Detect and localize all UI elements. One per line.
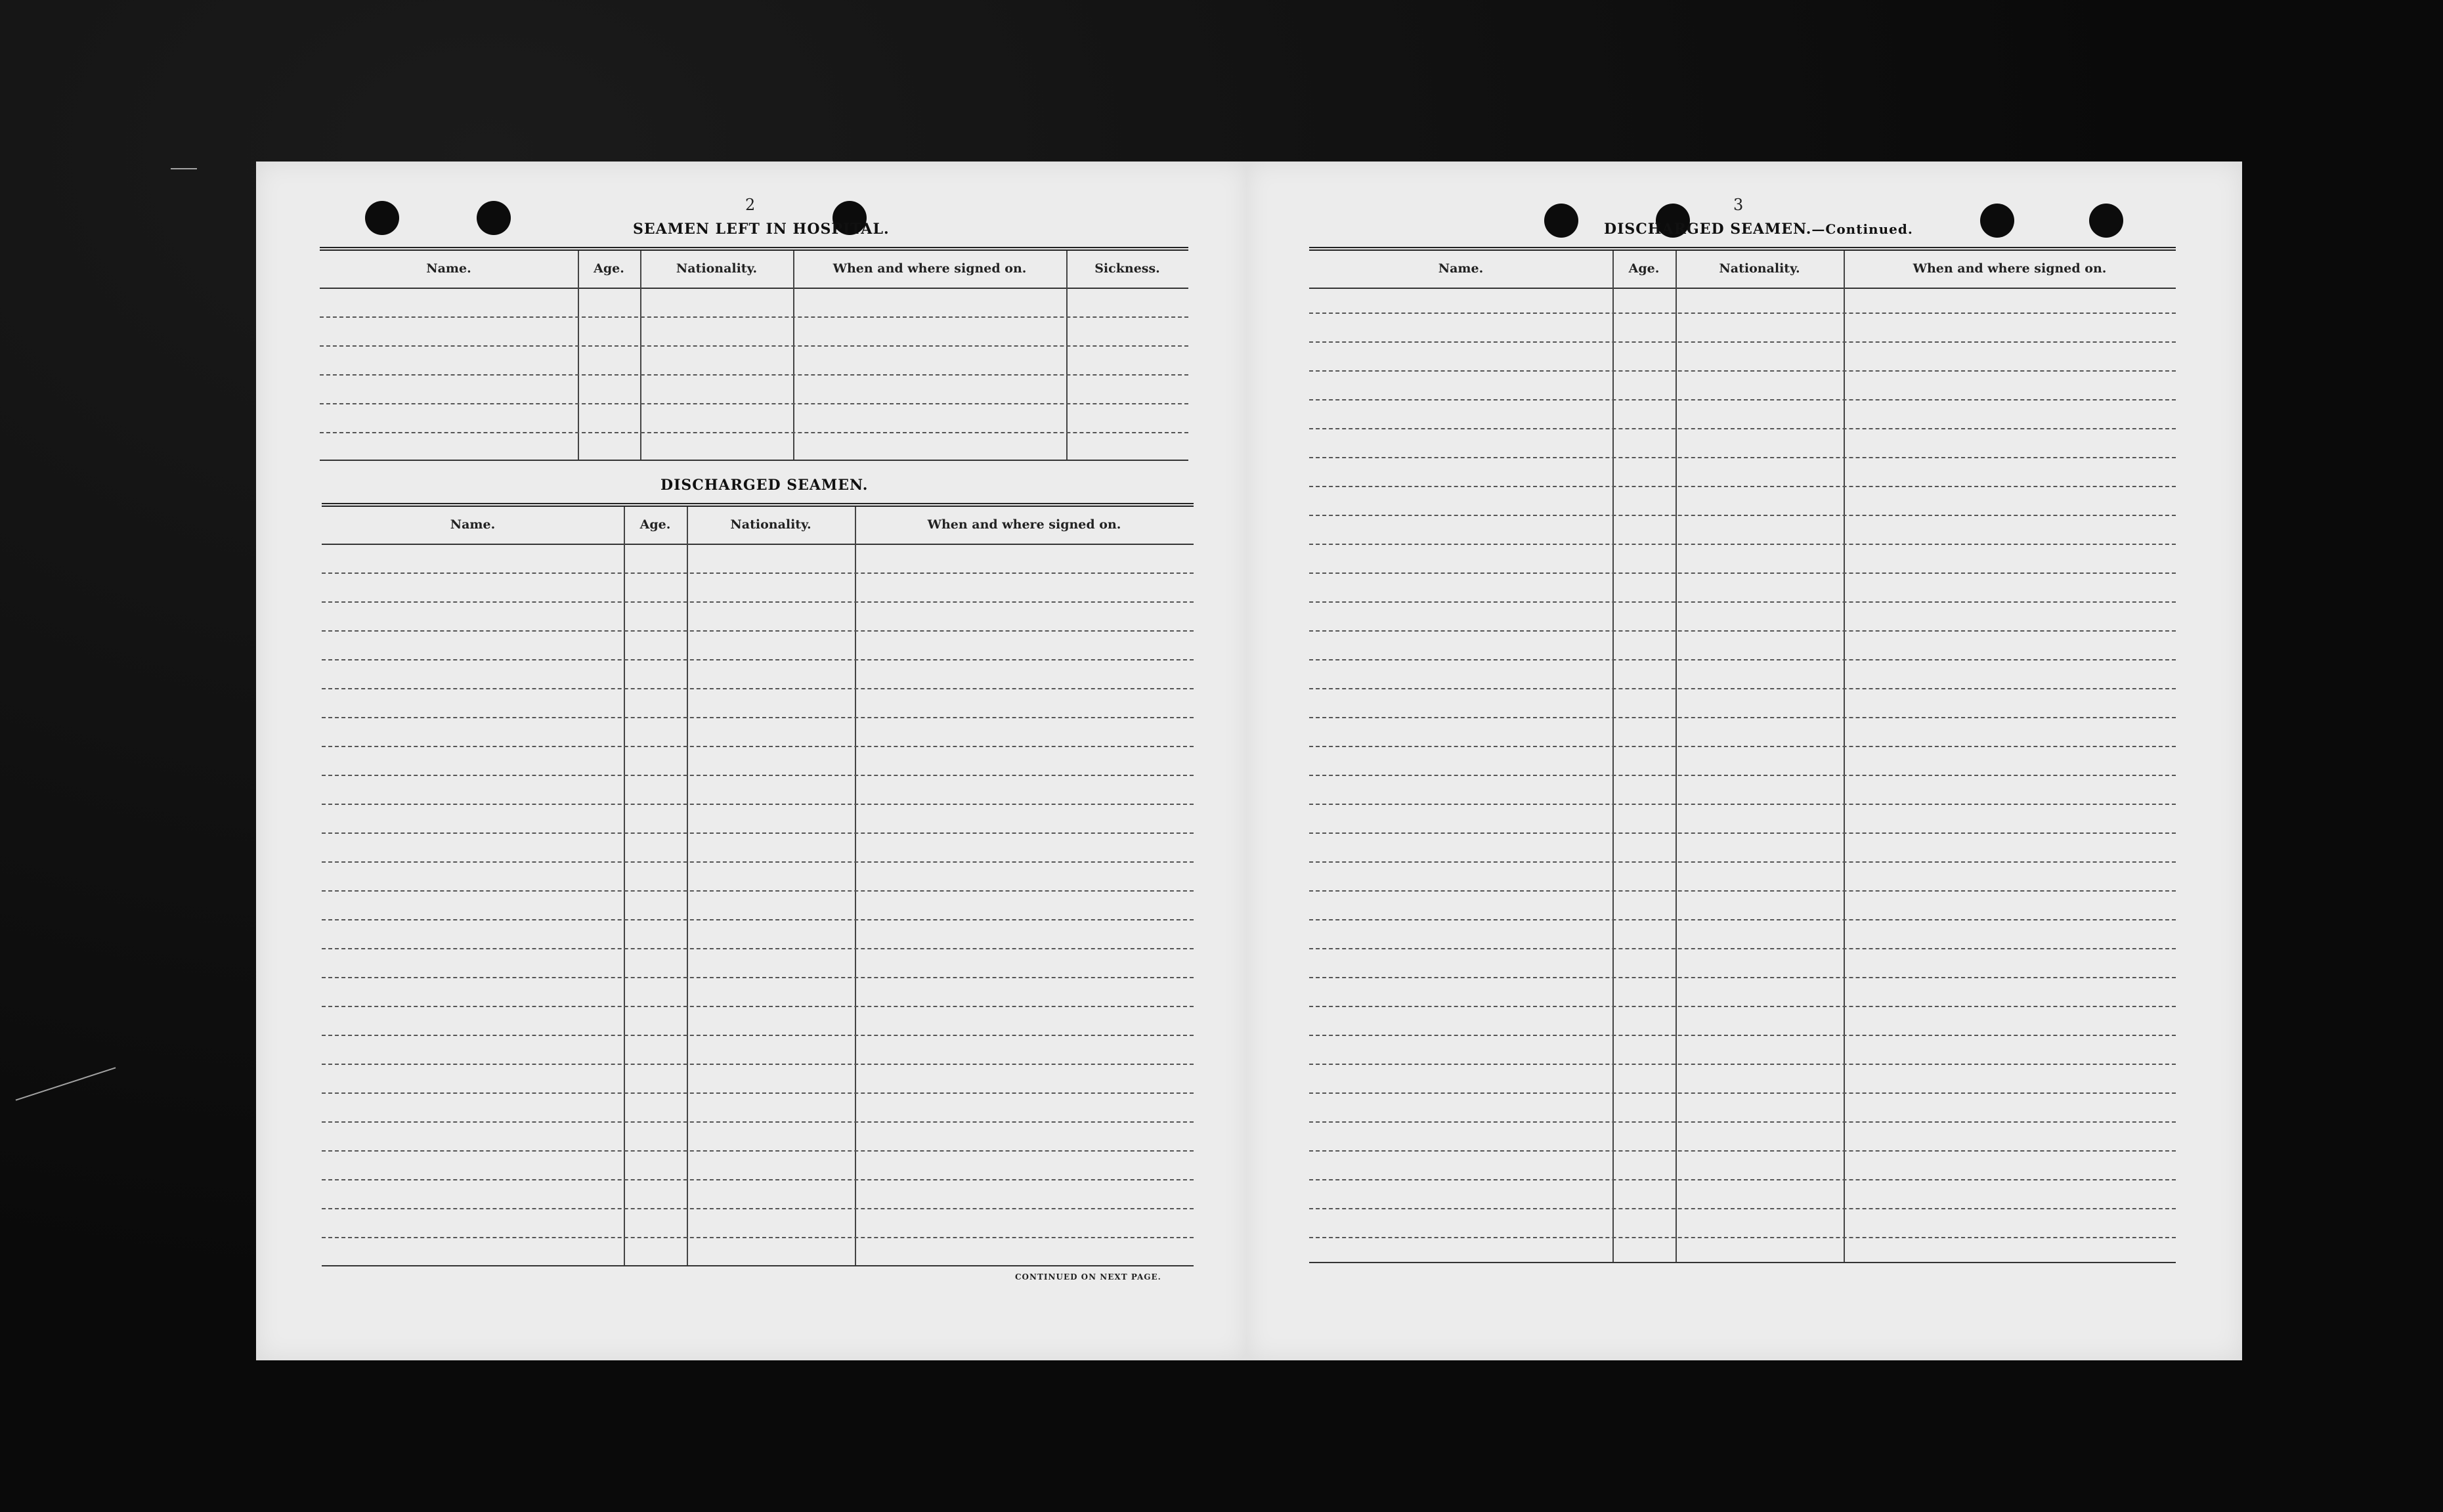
section-bottom-rule xyxy=(320,460,1188,461)
entry-line xyxy=(1309,486,2176,487)
punch-hole xyxy=(2089,204,2123,238)
column-header-nationality: Nationality. xyxy=(730,517,811,532)
entry-line xyxy=(1309,1064,2176,1065)
header-rule xyxy=(322,544,1194,545)
entry-line xyxy=(322,1092,1194,1094)
entry-line xyxy=(320,403,1188,404)
double-rule xyxy=(322,503,1194,507)
column-header-signed-on: When and where signed on. xyxy=(1913,261,2107,276)
column-divider xyxy=(640,251,641,460)
entry-line xyxy=(1309,457,2176,458)
entry-line xyxy=(322,630,1194,632)
entry-line xyxy=(1309,659,2176,660)
column-header-nationality: Nationality. xyxy=(676,261,758,276)
entry-line xyxy=(1309,1150,2176,1152)
entry-line xyxy=(1309,1092,2176,1094)
column-divider xyxy=(1612,251,1614,1262)
entry-line xyxy=(1309,804,2176,805)
entry-line xyxy=(1309,370,2176,372)
entry-line xyxy=(1309,832,2176,834)
entry-line xyxy=(322,890,1194,892)
column-divider xyxy=(578,251,579,460)
entry-line xyxy=(1309,861,2176,863)
entry-line xyxy=(1309,1208,2176,1209)
punch-hole xyxy=(1544,204,1578,238)
entry-line xyxy=(1309,948,2176,949)
page-number: 3 xyxy=(1733,196,1744,214)
column-header-age: Age. xyxy=(639,517,671,532)
entry-line xyxy=(1309,890,2176,892)
entry-line xyxy=(1309,428,2176,429)
entry-line xyxy=(322,1237,1194,1238)
entry-line xyxy=(322,717,1194,718)
page-number: 2 xyxy=(745,196,756,214)
entry-line xyxy=(1309,544,2176,545)
entry-line xyxy=(1309,630,2176,632)
entry-line xyxy=(1309,919,2176,920)
column-divider xyxy=(793,251,794,460)
entry-line xyxy=(322,1035,1194,1036)
section-bottom-rule xyxy=(322,1265,1194,1266)
entry-line xyxy=(1309,977,2176,978)
entry-line xyxy=(1309,1121,2176,1123)
entry-line xyxy=(322,1208,1194,1209)
entry-line xyxy=(1309,313,2176,314)
discharged-ledger-left xyxy=(322,503,1194,1317)
column-header-age: Age. xyxy=(1628,261,1660,276)
entry-line xyxy=(322,746,1194,747)
entry-line xyxy=(322,1121,1194,1123)
film-scratch xyxy=(171,168,197,169)
title-text: DISCHARGED SEAMEN. xyxy=(1604,221,1812,238)
discharged-ledger-right xyxy=(1309,247,2176,1324)
discharged-continued-title xyxy=(1604,221,1913,238)
header-rule xyxy=(320,288,1188,289)
title-suffix: —Continued. xyxy=(1811,221,1913,237)
column-divider xyxy=(1676,251,1677,1262)
column-divider xyxy=(1066,251,1068,460)
entry-line xyxy=(322,688,1194,689)
entry-line xyxy=(322,1179,1194,1180)
entry-line xyxy=(322,659,1194,660)
column-header-name: Name. xyxy=(450,517,496,532)
entry-line xyxy=(1309,601,2176,603)
double-rule xyxy=(320,247,1188,251)
section-bottom-rule xyxy=(1309,1262,2176,1263)
entry-line xyxy=(1309,1179,2176,1180)
entry-line xyxy=(322,1150,1194,1152)
left-page xyxy=(256,162,1247,1360)
entry-line xyxy=(320,432,1188,433)
continued-note: CONTINUED ON NEXT PAGE. xyxy=(1015,1272,1161,1282)
entry-line xyxy=(322,977,1194,978)
entry-line xyxy=(1309,1237,2176,1238)
column-header-signed-on: When and where signed on. xyxy=(832,261,1027,276)
column-header-name: Name. xyxy=(1438,261,1484,276)
entry-line xyxy=(1309,717,2176,718)
entry-line xyxy=(1309,341,2176,343)
header-rule xyxy=(1309,288,2176,289)
entry-line xyxy=(322,948,1194,949)
entry-line xyxy=(1309,1035,2176,1036)
hospital-ledger xyxy=(320,247,1188,468)
entry-line xyxy=(1309,515,2176,516)
double-rule xyxy=(1309,247,2176,251)
entry-line xyxy=(320,345,1188,347)
entry-line xyxy=(322,919,1194,920)
entry-line xyxy=(322,804,1194,805)
entry-line xyxy=(322,832,1194,834)
entry-line xyxy=(322,1006,1194,1007)
entry-line xyxy=(1309,688,2176,689)
hospital-section-title: SEAMEN LEFT IN HOSPITAL. xyxy=(633,221,890,238)
entry-line xyxy=(322,601,1194,603)
entry-line xyxy=(1309,746,2176,747)
column-header-nationality: Nationality. xyxy=(1719,261,1800,276)
entry-line xyxy=(320,316,1188,318)
entry-line xyxy=(1309,775,2176,776)
punch-hole xyxy=(1980,204,2014,238)
punch-hole xyxy=(365,201,399,235)
entry-line xyxy=(322,1064,1194,1065)
entry-line xyxy=(322,775,1194,776)
entry-line xyxy=(1309,1006,2176,1007)
entry-line xyxy=(322,861,1194,863)
column-header-sickness: Sickness. xyxy=(1094,261,1160,276)
punch-hole xyxy=(477,201,511,235)
column-header-name: Name. xyxy=(426,261,471,276)
column-divider xyxy=(1844,251,1845,1262)
entry-line xyxy=(320,374,1188,376)
entry-line xyxy=(1309,399,2176,400)
column-header-age: Age. xyxy=(594,261,624,276)
column-header-signed-on: When and where signed on. xyxy=(927,517,1121,532)
right-page xyxy=(1246,162,2242,1360)
entry-line xyxy=(322,572,1194,574)
discharged-section-title: DISCHARGED SEAMEN. xyxy=(660,477,869,494)
entry-line xyxy=(1309,572,2176,574)
